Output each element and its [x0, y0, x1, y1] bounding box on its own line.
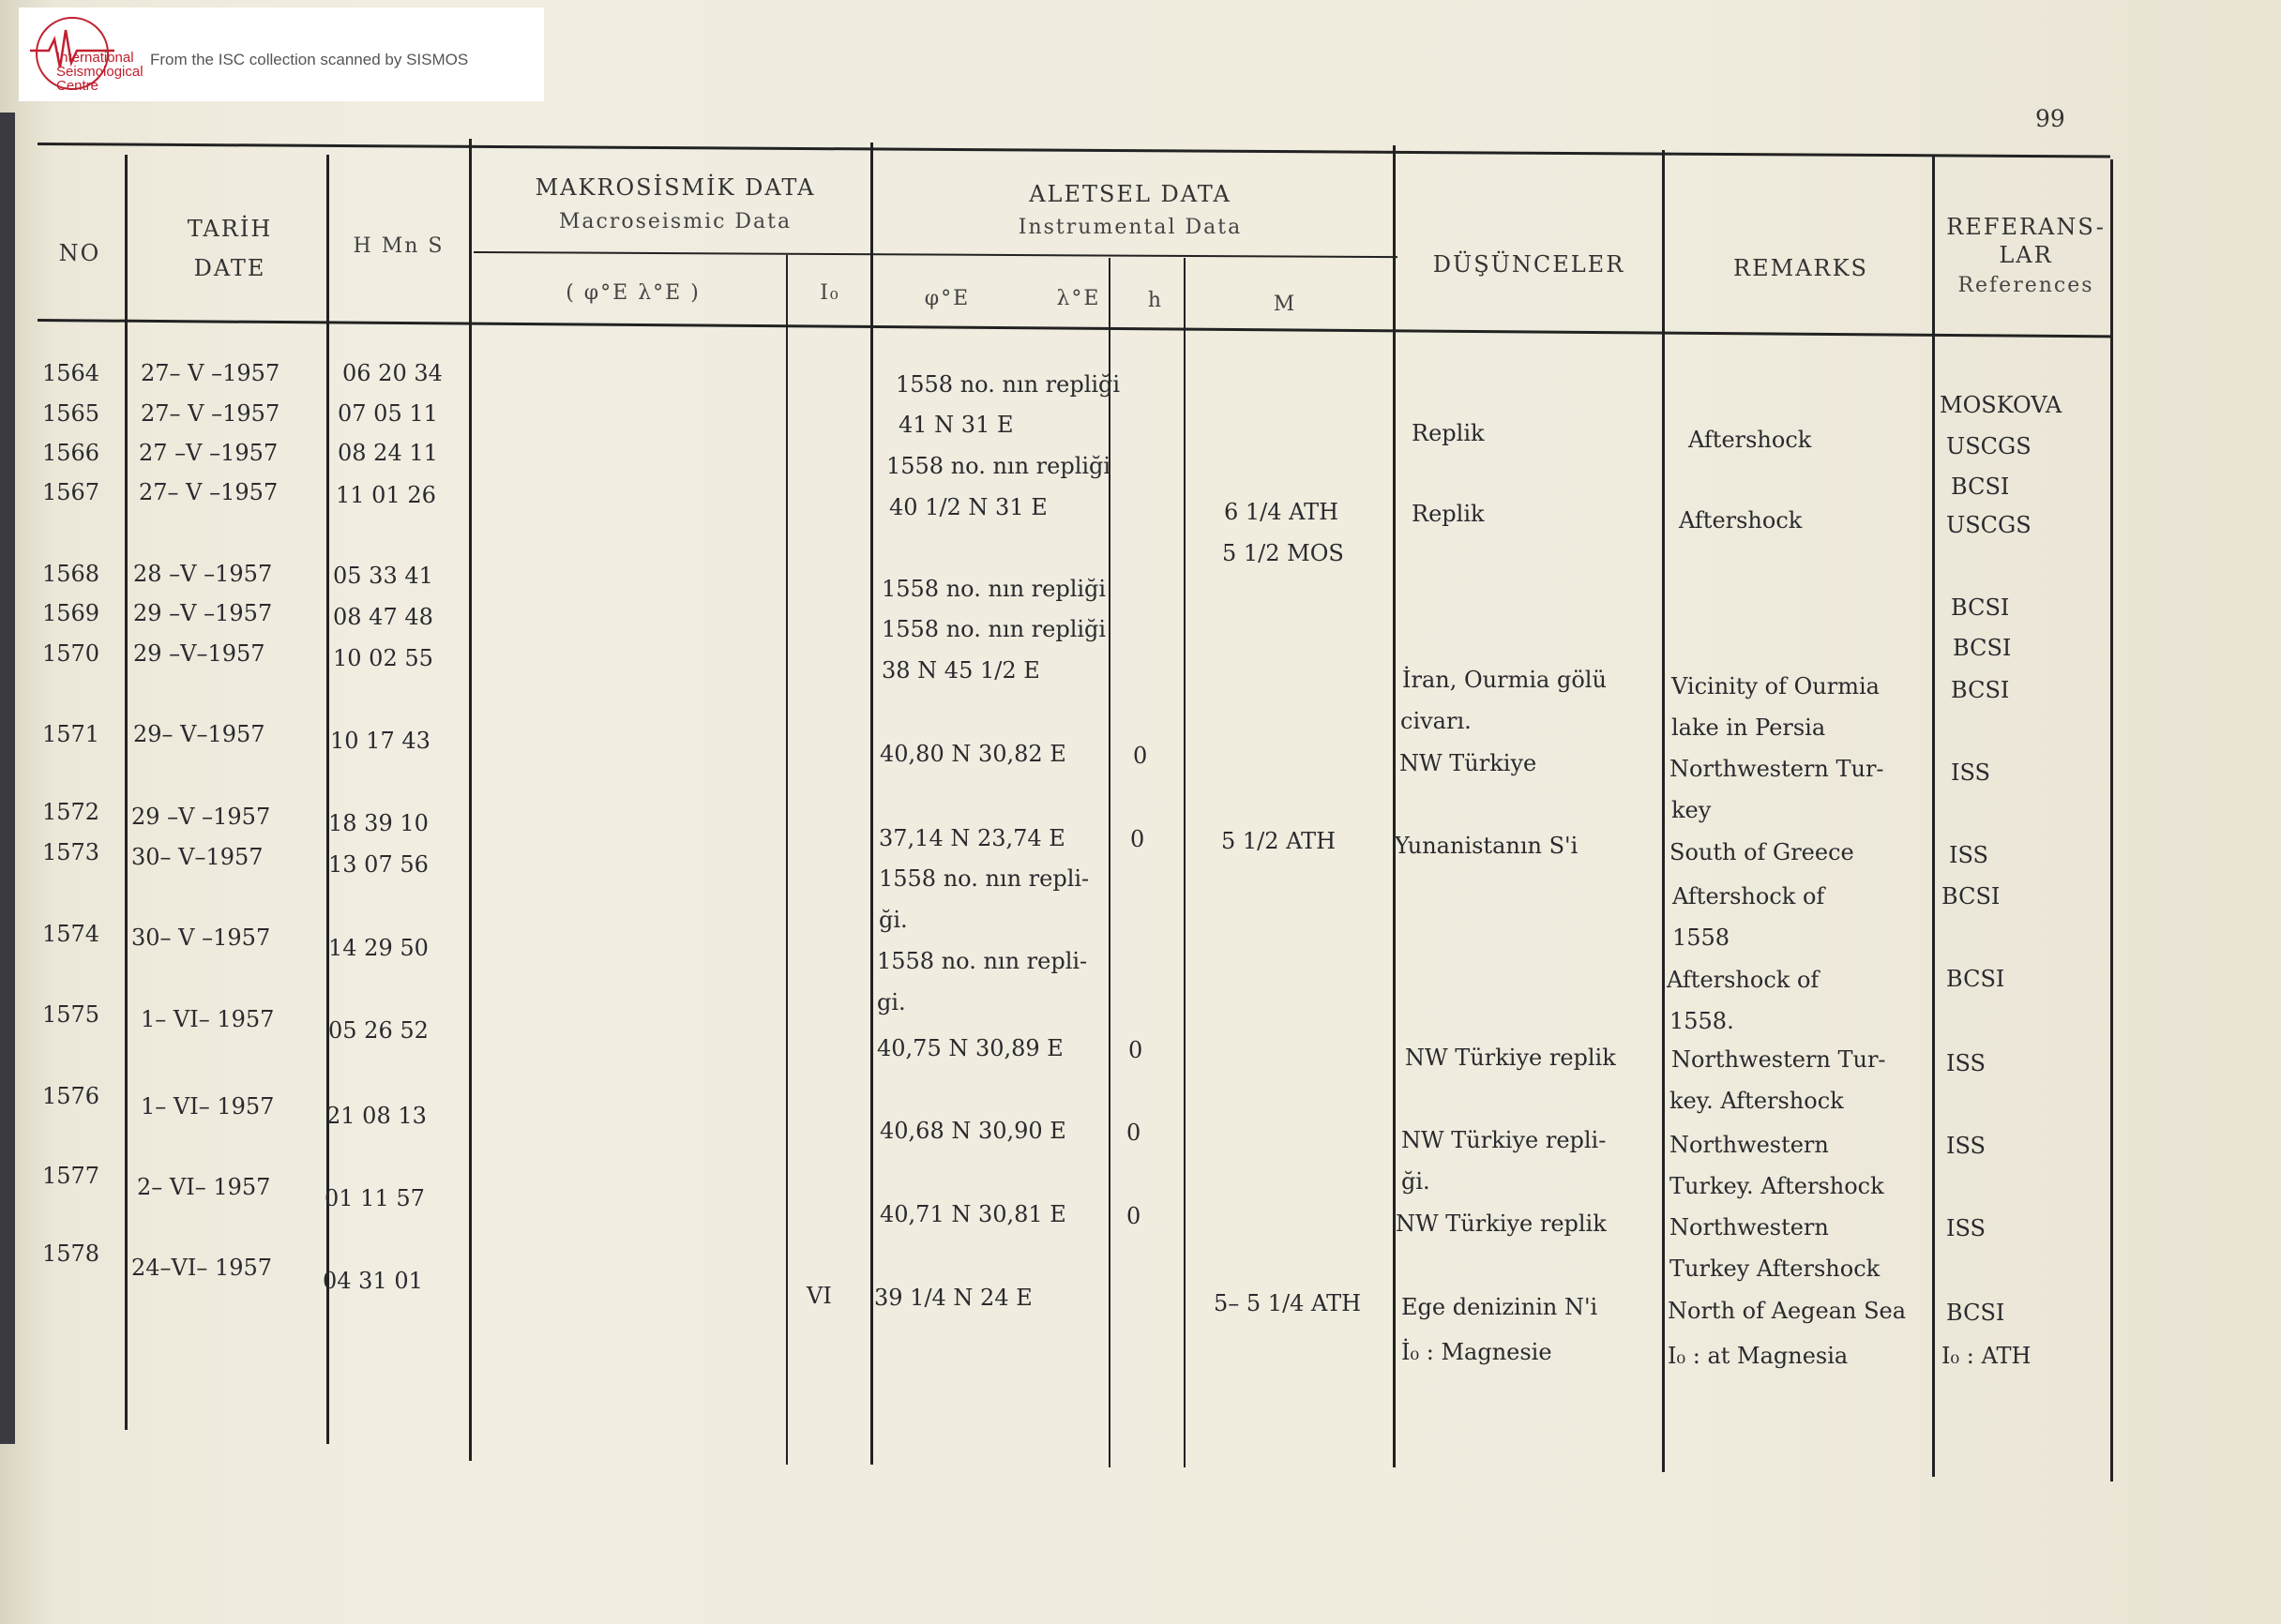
header-makro-io: I₀ [820, 281, 840, 305]
depth-value: 0 [1126, 1203, 1141, 1229]
header-ref-line2: LAR [1999, 242, 2053, 268]
depth-value: 0 [1126, 1120, 1141, 1146]
reference-entry: BCSI [1941, 883, 2001, 910]
isc-org-name [56, 51, 144, 93]
reference-entry: BCSI [1951, 594, 2010, 621]
row-no: 1568 [42, 561, 100, 587]
table-top-rule [38, 143, 2110, 158]
magnitude-value: 6 1/4 ATH [1224, 499, 1339, 525]
row-time: 10 17 43 [330, 728, 431, 754]
remarks-entry: 1558. [1669, 1008, 1734, 1034]
row-no: 1566 [42, 440, 100, 466]
col-divider-macro [870, 143, 873, 1465]
remarks-entry: Turkey Aftershock [1669, 1256, 1881, 1282]
row-time: 13 07 56 [328, 851, 429, 878]
header-bottom-rule [38, 319, 2112, 338]
instrumental-entry: 37,14 N 23,74 E [879, 825, 1065, 851]
header-ref-line1: REFERANS- [1946, 214, 2106, 240]
col-divider-instrumental [1393, 145, 1396, 1467]
dusunceler-entry: ği. [1401, 1168, 1430, 1195]
row-no: 1578 [42, 1241, 100, 1267]
row-no: 1576 [42, 1083, 100, 1109]
header-aletsel-lambda: λ°E [1056, 287, 1101, 310]
row-time: 18 39 10 [328, 810, 429, 836]
reference-entry: BCSI [1946, 966, 2005, 992]
instrumental-entry: 38 N 45 1/2 E [882, 657, 1040, 684]
row-no: 1577 [42, 1163, 100, 1189]
instrumental-entry: ği. [879, 907, 908, 933]
row-date: 28 –V –1957 [133, 561, 273, 587]
isc-watermark [19, 8, 544, 101]
col-divider-remarks [1932, 155, 1935, 1477]
dusunceler-entry: NW Türkiye repli- [1401, 1127, 1607, 1153]
reference-entry: BCSI [1946, 1300, 2005, 1326]
isc-org-line-1: International [56, 50, 134, 66]
reference-entry: MOSKOVA [1940, 392, 2062, 418]
instrumental-entry: gi. [877, 989, 906, 1015]
dusunceler-entry: NW Türkiye [1399, 750, 1537, 776]
header-aletsel-title: ALETSEL DATA [1029, 181, 1231, 207]
dusunceler-entry: NW Türkiye replik [1405, 1045, 1616, 1071]
remarks-entry: Northwestern [1669, 1214, 1829, 1241]
row-date: 30– V –1957 [131, 925, 271, 951]
row-no: 1565 [42, 400, 100, 427]
macro-intensity-value: VI [807, 1283, 832, 1309]
row-date: 24–VI– 1957 [131, 1255, 273, 1281]
header-ref-line3: References [1957, 274, 2094, 297]
instrumental-entry: 1558 no. nın repliği [882, 616, 1107, 642]
remarks-entry: Aftershock [1679, 507, 1803, 534]
row-time: 21 08 13 [326, 1103, 427, 1129]
reference-entry: I₀ : ATH [1941, 1343, 2032, 1369]
header-dusunceler: DÜŞÜNCELER [1432, 251, 1625, 278]
remarks-entry: I₀ : at Magnesia [1668, 1343, 1849, 1369]
reference-entry: ISS [1946, 1133, 1986, 1159]
row-time: 11 01 26 [336, 482, 436, 508]
dusunceler-entry: İ₀ : Magnesie [1401, 1339, 1552, 1365]
remarks-entry: Aftershock [1688, 427, 1812, 453]
header-remarks: REMARKS [1733, 255, 1868, 281]
page-number: 99 [2035, 105, 2065, 132]
col-divider-time [469, 139, 472, 1461]
row-date: 27– V –1957 [139, 479, 279, 505]
dusunceler-entry: Yunanistanın S'i [1395, 833, 1579, 859]
remarks-entry: 1558 [1672, 925, 1730, 951]
remarks-entry: lake in Persia [1671, 714, 1826, 741]
remarks-entry: key [1671, 797, 1712, 823]
col-divider-macro-io [786, 255, 788, 1465]
isc-org-line-2: Seismological [56, 64, 144, 80]
instrumental-entry: 1558 no. nın repliği [896, 371, 1121, 398]
isc-org-line-3: Centre [56, 78, 99, 94]
reference-entry: ISS [1946, 1050, 1986, 1076]
col-divider-lambda [1109, 258, 1110, 1467]
header-no: NO [58, 240, 101, 266]
reference-entry: USCGS [1946, 512, 2032, 538]
remarks-entry: North of Aegean Sea [1668, 1298, 1907, 1324]
header-aletsel-m: M [1273, 293, 1297, 316]
reference-entry: USCGS [1946, 433, 2032, 459]
remarks-entry: Aftershock of [1672, 883, 1825, 910]
instrumental-entry: 40,80 N 30,82 E [880, 741, 1066, 767]
row-date: 2– VI– 1957 [137, 1174, 271, 1200]
header-aletsel-h: h [1147, 289, 1164, 312]
header-tarih: TARİH [187, 216, 273, 242]
instrumental-entry: 41 N 31 E [899, 412, 1014, 438]
header-makro-coords: ( φ°E λ°E ) [566, 281, 701, 305]
row-no: 1571 [42, 721, 100, 747]
row-time: 05 26 52 [328, 1017, 429, 1044]
reference-entry: BCSI [1951, 677, 2010, 703]
header-makro-sub: Macroseismic Data [558, 210, 793, 233]
dusunceler-entry: NW Türkiye replik [1396, 1210, 1607, 1237]
row-no: 1567 [42, 479, 100, 505]
remarks-entry: Turkey. Aftershock [1669, 1173, 1884, 1199]
row-time: 08 47 48 [333, 604, 433, 630]
row-time: 06 20 34 [342, 360, 443, 386]
row-date: 30– V–1957 [131, 844, 264, 870]
reference-entry: ISS [1949, 842, 1988, 868]
book-binding-edge [0, 113, 15, 1444]
reference-entry: BCSI [1953, 635, 2012, 661]
isc-source-note: From the ISC collection scanned by SISMOS [150, 51, 469, 68]
instrumental-entry: 1558 no. nın repli- [879, 865, 1090, 892]
magnitude-value: 5– 5 1/4 ATH [1214, 1290, 1362, 1316]
header-time: H Mn S [353, 234, 445, 258]
header-aletsel-sub: Instrumental Data [1018, 216, 1243, 239]
col-divider-no [125, 155, 128, 1430]
row-no: 1564 [42, 360, 100, 386]
dusunceler-entry: Replik [1412, 501, 1485, 527]
remarks-entry: Aftershock of [1667, 967, 1820, 993]
instrumental-entry: 1558 no. nın repli- [877, 948, 1088, 974]
remarks-entry: Northwestern Tur- [1671, 1046, 1886, 1073]
row-no: 1570 [42, 640, 100, 667]
row-no: 1574 [42, 921, 100, 947]
row-date: 27– V –1957 [141, 360, 280, 386]
dusunceler-entry: Replik [1412, 420, 1485, 446]
magnitude-value: 5 1/2 MOS [1222, 540, 1344, 566]
row-no: 1569 [42, 600, 100, 626]
depth-value: 0 [1133, 743, 1148, 769]
row-time: 01 11 57 [325, 1185, 425, 1211]
dusunceler-entry: civarı. [1400, 708, 1472, 734]
row-date: 29 –V–1957 [133, 640, 265, 667]
row-time: 04 31 01 [323, 1268, 423, 1294]
instrumental-entry: 40,75 N 30,89 E [877, 1035, 1064, 1061]
magnitude-value: 5 1/2 ATH [1221, 828, 1337, 854]
row-date: 1– VI– 1957 [141, 1093, 275, 1120]
row-time: 07 05 11 [338, 400, 438, 427]
row-date: 29 –V –1957 [133, 600, 273, 626]
instrumental-entry: 1558 no. nın repliği [882, 576, 1107, 602]
row-no: 1575 [42, 1001, 100, 1028]
col-divider-h [1184, 258, 1186, 1467]
row-no: 1573 [42, 839, 100, 865]
row-time: 08 24 11 [338, 440, 438, 466]
remarks-entry: Northwestern [1669, 1132, 1829, 1158]
remarks-entry: South of Greece [1669, 839, 1854, 865]
reference-entry: BCSI [1951, 474, 2010, 500]
remarks-entry: Vicinity of Ourmia [1671, 673, 1880, 699]
row-date: 27 –V –1957 [139, 440, 279, 466]
header-date: DATE [193, 255, 266, 281]
instrumental-entry: 40,68 N 30,90 E [880, 1118, 1066, 1144]
row-date: 27– V –1957 [141, 400, 280, 427]
instrumental-entry: 40 1/2 N 31 E [889, 494, 1048, 520]
header-aletsel-phi: φ°E [924, 287, 971, 310]
reference-entry: ISS [1946, 1215, 1986, 1241]
instrumental-entry: 39 1/4 N 24 E [874, 1285, 1033, 1311]
row-time: 14 29 50 [328, 935, 429, 961]
dusunceler-entry: İran, Ourmia gölü [1402, 667, 1607, 693]
remarks-entry: Northwestern Tur- [1669, 756, 1884, 782]
instrumental-entry: 40,71 N 30,81 E [880, 1201, 1066, 1227]
row-date: 29– V–1957 [133, 721, 265, 747]
remarks-entry: key. Aftershock [1669, 1088, 1844, 1114]
row-time: 10 02 55 [333, 645, 433, 671]
instrumental-entry: 1558 no. nın repliği [886, 453, 1111, 479]
subheader-rule [474, 251, 1397, 258]
row-time: 05 33 41 [333, 563, 433, 589]
table-right-edge [2110, 159, 2113, 1481]
header-makro-title: MAKROSİSMİK DATA [535, 174, 816, 201]
depth-value: 0 [1130, 826, 1145, 852]
row-date: 29 –V –1957 [131, 804, 271, 830]
col-divider-date [326, 155, 329, 1444]
row-no: 1572 [42, 799, 100, 825]
depth-value: 0 [1128, 1037, 1143, 1063]
reference-entry: ISS [1951, 759, 1990, 786]
col-divider-dusunceler [1662, 150, 1665, 1472]
dusunceler-entry: Ege denizinin N'i [1401, 1294, 1598, 1320]
row-date: 1– VI– 1957 [141, 1006, 275, 1032]
